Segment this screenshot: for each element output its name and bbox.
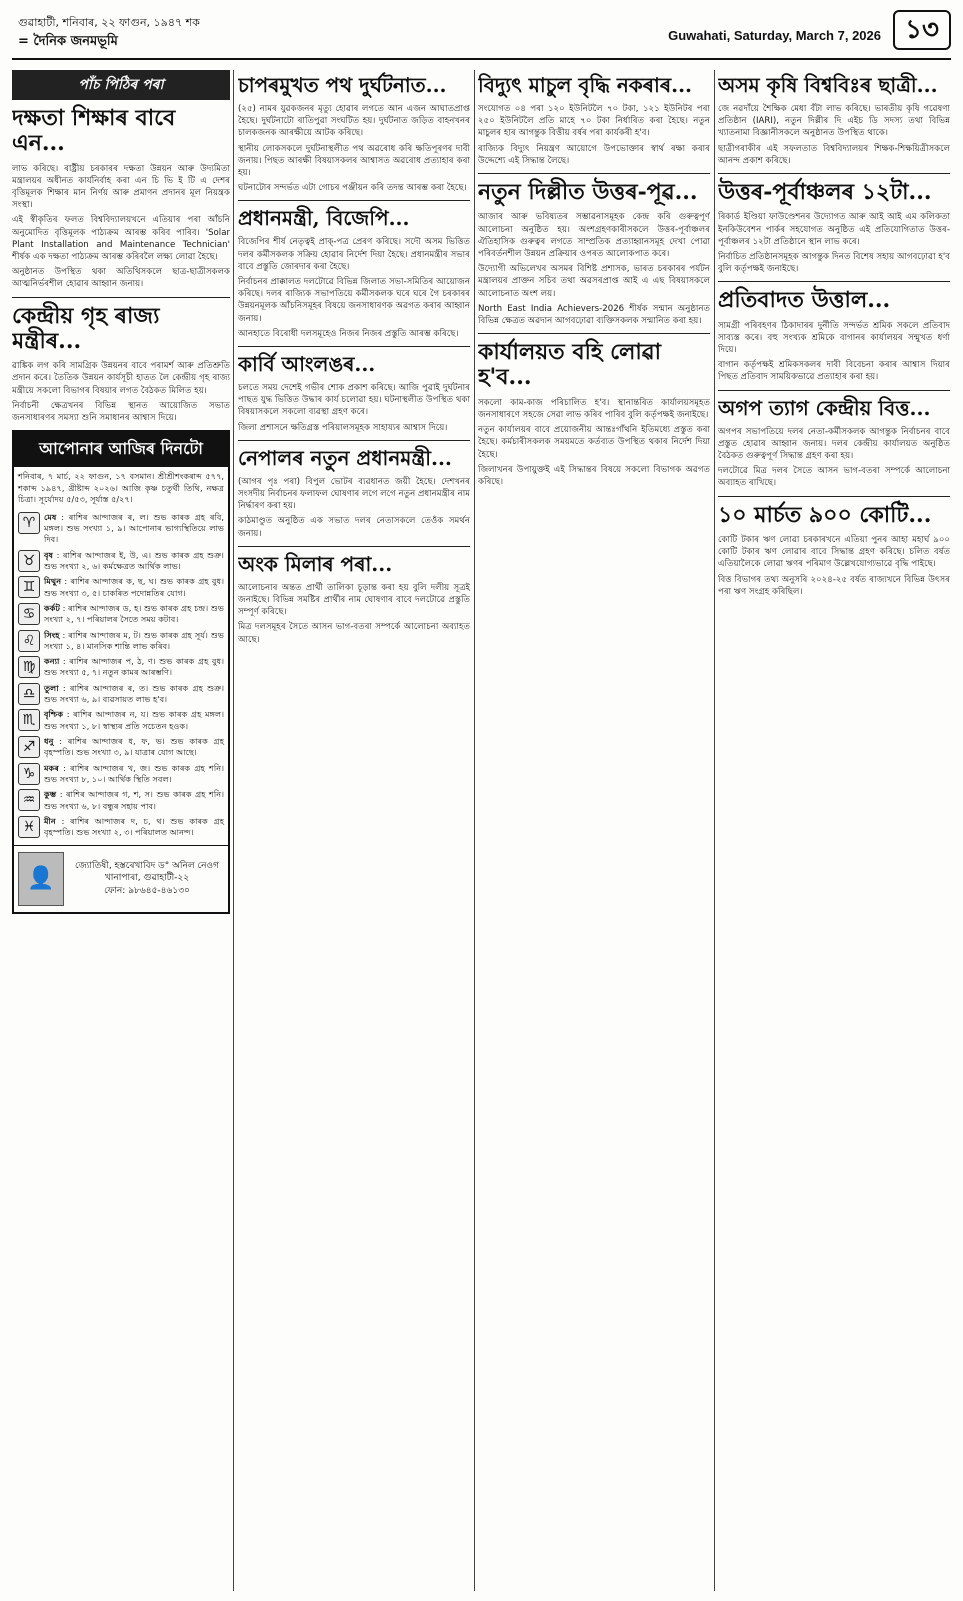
- story-paragraph: নিৰ্বাচনৰ প্ৰাক্কালত দলটোৱে বিভিন্ন জিলাত সভা-সমিতিৰ আয়োজন কৰিছে। দলৰ ৰাজ্যিক সভাপতিয়ে কৰ্মীসকলক ঘৰে ঘৰে গৈ চৰকাৰৰ উন্নয়নমূলক আঁচনিসমূহৰ বিষয়ে জনসাধাৰণক অৱগত কৰাৰ আহ্বান জনায়।: [238, 277, 470, 324]
- loan-900-crore-headline[interactable]: ১০ মাৰ্চত ৯০০ কোটি...: [718, 501, 932, 528]
- zodiac-sign-text: ৰাশিৰ আন্দাজৰ ম, ট। শুভ কাৰক গ্ৰহ সূৰ্য। শুভ সংখ্যা ১, ৪। মানসিক শান্তি লাভ কৰিব।: [44, 629, 225, 651]
- page-number: ১৩: [893, 10, 951, 50]
- agp-finance-headline[interactable]: অগপ ত্যাগ কেন্দ্ৰীয় বিত্ত...: [718, 395, 931, 420]
- column-1: [12, 70, 230, 1591]
- astrologer-name: জ্যোতিষী, হস্তৰেখাবিদ ড° অনিল নেওগ: [75, 861, 219, 872]
- protest-headline[interactable]: প্ৰতিবাদত উত্তাল...: [718, 287, 891, 314]
- road-accident-headline[interactable]: চাপৰমুখত পথ দুৰ্ঘটনাত...: [238, 73, 447, 97]
- story-paragraph: ৱাঙ্কিক লগ কৰি সামগ্ৰিক উন্নয়নৰ বাবে পৰামৰ্শ আৰু প্ৰতিশ্ৰুতি প্ৰদান কৰে। তৈতিক উন্নয়ন কাৰ্যসূচী হাতত লৈ কেন্দ্ৰীয় গৃহ ৰাজ্য মন্ত্ৰীয়ে সকলো বিভাগৰ বিষয়াৰ লগত বৈঠকত মিলিত হয়।: [12, 361, 230, 396]
- zodiac-sign-icon: ♓: [18, 816, 40, 838]
- horoscope-title: আপোনাৰ আজিৰ দিনটো: [14, 432, 228, 467]
- story-paragraph: আনহাতে বিৰোধী দলসমূহেও নিজৰ নিজৰ প্ৰস্তুতি আৰম্ভ কৰিছে।: [238, 328, 459, 339]
- zodiac-sign-text: ৰাশিৰ আন্দাজৰ ক, ছ, ঘ। শুভ কাৰক গ্ৰহ বুধ। শুভ সংখ্যা ৩, ৫। চাকৰিত পদোন্নতিৰ যোগ।: [44, 576, 224, 598]
- zodiac-sign-row: ♉ বৃষ : ৰাশিৰ আন্দাজৰ ই, উ, এ। শুভ কাৰক গ্ৰহ শুক্ৰ। শুভ সংখ্যা ২, ৬। কৰ্মক্ষেত্ৰত আৰ্থিক লাভ।: [14, 548, 228, 575]
- office-relocation-story: [478, 397, 710, 488]
- zodiac-sign-name: তুলা: [44, 682, 59, 693]
- electricity-tariff-story: [478, 103, 710, 167]
- zodiac-sign-icon: ♏: [18, 709, 40, 731]
- column-3: [478, 70, 710, 1591]
- zodiac-sign-name: মেষ: [44, 511, 57, 522]
- zodiac-sign-icon: ♉: [18, 550, 40, 572]
- zodiac-sign-text: ৰাশিৰ আন্দাজৰ খ, জ। শুভ কাৰক গ্ৰহ শনি। শুভ সংখ্যা ৮, ১০। আৰ্থিক স্থিতি সবল।: [44, 762, 225, 784]
- story-paragraph: বাগান কৰ্তৃপক্ষই শ্ৰমিকসকলৰ দাবী বিবেচনা কৰাৰ আশ্বাস দিয়াৰ পিছত প্ৰতিবাদ সাময়িকভাৱে প্ৰত্যাহাৰ কৰা হয়।: [718, 360, 950, 383]
- divider: [12, 297, 230, 298]
- story-paragraph: মিত্ৰ দলসমূহৰ সৈতে আসন ভাগ-বতৰা সম্পৰ্কে আলোচনা অব্যাহত আছে।: [238, 622, 470, 645]
- masthead-date-assamese: গুৱাহাটী, শনিবাৰ, ২২ ফাগুন, ১৯৪৭ শক: [18, 16, 200, 29]
- zodiac-sign-row: ♋ কৰ্কট : ৰাশিৰ আন্দাজৰ ড, হ। শুভ কাৰক গ্ৰহ চন্দ্ৰ। শুভ সংখ্যা ২, ৭। পৰিয়ালৰ সৈতে সময় কটাব।: [14, 601, 228, 628]
- astrologer-card: [14, 845, 228, 912]
- nepal-pm-headline[interactable]: নেপালৰ নতুন প্ৰধানমন্ত্ৰী...: [238, 445, 452, 470]
- zodiac-sign-row: ♎ তুলা : ৰাশিৰ আন্দাজৰ ৰ, ত। শুভ কাৰক গ্ৰহ শুক্ৰ। শুভ সংখ্যা ৬, ৯। ব্যৱসায়ত লাভ হ'ব।: [14, 681, 228, 708]
- zodiac-sign-icon: ♒: [18, 789, 40, 811]
- divider: [718, 496, 950, 497]
- electricity-tariff-headline[interactable]: বিদ্যুৎ মাচুল বৃদ্ধি নকৰাৰ...: [478, 73, 693, 97]
- northeast-12-headline[interactable]: উত্তৰ-পূৰ্বাঞ্চলৰ ১২টা...: [718, 179, 932, 206]
- story-paragraph: দলটোৱে মিত্ৰ দলৰ সৈতে আসন ভাগ-বতৰা সম্পৰ্কে আলোচনা অব্যাহত ৰাখিছে।: [718, 466, 950, 489]
- divider: [238, 346, 470, 347]
- zodiac-sign-text: ৰাশিৰ আন্দাজৰ ধ, ফ, ভ। শুভ কাৰক গ্ৰহ বৃহস্পতি। শুভ সংখ্যা ৩, ৯। যাত্ৰাৰ যোগ আছে।: [44, 736, 224, 758]
- zodiac-sign-row: ♊ মিথুন : ৰাশিৰ আন্দাজৰ ক, ছ, ঘ। শুভ কাৰক গ্ৰহ বুধ। শুভ সংখ্যা ৩, ৫। চাকৰিত পদোন্নতিৰ যোগ।: [14, 574, 228, 601]
- zodiac-sign-row: ♑ মকৰ : ৰাশিৰ আন্দাজৰ খ, জ। শুভ কাৰক গ্ৰহ শনি। শুভ সংখ্যা ৮, ১০। আৰ্থিক স্থিতি সবল।: [14, 761, 228, 788]
- continued-from-page-5-tag: পাঁচ পিঠিৰ পৰা: [12, 70, 230, 100]
- zodiac-sign-row: ♓ মীন : ৰাশিৰ আন্দাজৰ দ, চ, থ। শুভ কাৰক গ্ৰহ বৃহস্পতি। শুভ সংখ্যা ২, ৩। পৰিয়ালত আনন্দ।: [14, 814, 228, 841]
- column-2: [238, 70, 470, 1591]
- story-paragraph: জিলাখনৰ উপায়ুক্তই এই সিদ্ধান্তৰ বিষয়ে সকলো বিভাগক অৱগত কৰিছে।: [478, 464, 710, 487]
- zodiac-sign-row: ♐ ধনু : ৰাশিৰ আন্দাজৰ ধ, ফ, ভ। শুভ কাৰক গ্ৰহ বৃহস্পতি। শুভ সংখ্যা ৩, ৯। যাত্ৰাৰ যোগ আছে।: [14, 734, 228, 761]
- zodiac-sign-name: বৃষ: [44, 549, 54, 560]
- story-paragraph: বিত্ত বিভাগৰ তথ্য অনুসৰি ২০২৪-২৫ বৰ্ষত ৰাজ্যখনে বিভিন্ন উৎসৰ পৰা ঋণ সংগ্ৰহ কৰিছিল।: [718, 574, 950, 597]
- zodiac-sign-name: কন্যা: [44, 656, 60, 667]
- column-divider: [714, 70, 715, 1591]
- zodiac-sign-text: ৰাশিৰ আন্দাজৰ প, ঠ, ণ। শুভ কাৰক গ্ৰহ বুধ। শুভ সংখ্যা ৫, ৭। নতুন কামৰ আৰম্ভণি।: [44, 656, 224, 678]
- zodiac-sign-text: ৰাশিৰ আন্দাজৰ ড, হ। শুভ কাৰক গ্ৰহ চন্দ্ৰ। শুভ সংখ্যা ২, ৭। পৰিয়ালৰ সৈতে সময় কটাব।: [44, 602, 224, 625]
- column-divider: [474, 70, 475, 1591]
- story-paragraph: (২৫) নামৰ যুৱকজনৰ মৃত্যু হোৱাৰ লগতে আন এজন আঘাতপ্ৰাপ্ত হৈছে। দুৰ্ঘটনাটো ৰাতিপুৱা সংঘটিত হয়। দুৰ্ঘটনাত জড়িত বাহনখনৰ চালকজনক আৰক্ষীয়ে আটক কৰিছে।: [238, 104, 470, 139]
- delhi-northeast-story: [478, 211, 710, 327]
- story-paragraph: ছাত্ৰীগৰাকীৰ এই সফলতাত বিশ্ববিদ্যালয়ৰ শিক্ষক-শিক্ষয়িত্ৰীসকলে আনন্দ প্ৰকাশ কৰিছে।: [718, 143, 950, 166]
- story-paragraph: নিৰ্বাচিত প্ৰতিষ্ঠানসমূহক আগন্তুক দিনত বিশেষ সহায় আগবঢ়োৱা হ'ব বুলি কৰ্তৃপক্ষই জনাইছে।: [718, 251, 950, 275]
- divider: [718, 173, 950, 174]
- astrologer-photo: 👤: [18, 852, 64, 906]
- zodiac-sign-row: ♈ মেষ : ৰাশিৰ আন্দাজৰ ৰ, ল। শুভ কাৰক গ্ৰহ ৰবি, মঙ্গল। শুভ সংখ্যা ১, ৯। আপোনাৰ ভাগ্যস্থিতিয়ে লাভ দিব।: [14, 510, 228, 548]
- story-paragraph: অগপৰ সভাপতিয়ে দলৰ নেতা-কৰ্মীসকলক আগন্তুক নিৰ্বাচনৰ বাবে প্ৰস্তুত হোৱাৰ আহ্বান জনায়। দলৰ কেন্দ্ৰীয় কাৰ্যালয়ত অনুষ্ঠিত বৈঠকত গুৰুত্বপূৰ্ণ সিদ্ধান্ত গ্ৰহণ কৰা হয়।: [718, 426, 950, 462]
- ank-mila-story: [238, 582, 470, 646]
- story-paragraph: কোটি টকাৰ ঋণ লোৱা চৰকাৰখনে এতিয়া পুনৰ আহা মহাৰ্ঘ ৯০০ কোটি টকাৰ ঋণ লোৱাৰ বাবে সিদ্ধান্ত গ্ৰহণ কৰিছে। চলিত বৰ্ষত এতিয়ালৈকে লোৱা ঋণৰ পৰিমাণ উল্লেখযোগ্যভাৱে বৃদ্ধি পাইছে।: [718, 534, 950, 570]
- story-paragraph: আজাৰ আৰু ভবিষ্যতৰ সম্ভাৱনাসমূহক কেন্দ্ৰ কৰি গুৰুত্বপূৰ্ণ আলোচনা অনুষ্ঠিত হয়। অংশগ্ৰহণকাৰীসকলে উত্তৰ-পূৰ্বাঞ্চলৰ ঐতিহাসিক গুৰুত্বৰ লগতে সাম্প্ৰতিক প্ৰত্যাহ্বানসমূহ দেখা পোৱা পৰিবৰ্তনশীল উন্নয়ন প্ৰক্ৰিয়াৰ ওপৰত আলোকপাত কৰে।: [478, 212, 710, 259]
- zodiac-sign-name: মিথুন: [44, 576, 62, 587]
- horoscope-intro: শনিবাৰ, ৭ মাৰ্চ, ২২ ফাগুন, ১৭ বসমান। শ্ৰীশ্ৰীশংকৰাব্দ ৫৭৭, শকাব্দ ১৯৪৭, খ্ৰীষ্টাব্দ ২০২৬। আজি কৃষ্ণ চতুৰ্থী তিথি, নক্ষত্ৰ চিত্ৰা। সূৰ্যোদয় ৫/৫৩, সূৰ্যাস্ত ৫/২৭।: [18, 471, 224, 505]
- zodiac-sign-name: কৰ্কট: [44, 602, 60, 613]
- northeast-12-story: [718, 211, 950, 275]
- zodiac-sign-text: ৰাশিৰ আন্দাজৰ ৰ, ল। শুভ কাৰক গ্ৰহ ৰবি, মঙ্গল। শুভ সংখ্যা ১, ৯। আপোনাৰ ভাগ্যস্থিতিয়ে লাভ দিব।: [44, 511, 224, 545]
- zodiac-sign-icon: ♌: [18, 630, 40, 652]
- zodiac-sign-name: মকৰ: [44, 762, 59, 773]
- story-paragraph: (আগৰ পৃঃ পৰা) বিপুল ভোটৰ ব্যৱধানত জয়ী হৈছে। দেশখনৰ সংসদীয় নিৰ্বাচনৰ ফলাফল ঘোষণাৰ লগে লগে নতুন প্ৰধানমন্ত্ৰীৰ নাম নিৰ্দ্ধাৰণ কৰা হয়।: [238, 476, 470, 512]
- zodiac-sign-icon: ♋: [18, 603, 40, 625]
- divider: [718, 281, 950, 282]
- story-paragraph: নিৰ্বাচনী ক্ষেত্ৰখনৰ বিভিন্ন স্থানত আয়োজিত সভাত জনসাধাৰণৰ সমস্যা শুনি সমাধানৰ আশ্বাস দিয়ে।: [12, 400, 230, 424]
- divider: [718, 390, 950, 391]
- zodiac-sign-icon: ♊: [18, 576, 40, 598]
- story-paragraph: আলোচনাৰ অন্তত প্ৰাৰ্থী তালিকা চূড়ান্ত কৰা হয় বুলি দলীয় সূত্ৰই জনাইছে। বিভিন্ন সমষ্টিৰ প্ৰাৰ্থীৰ নাম ঘোষণাৰ বাবে দলটোৱে প্ৰস্তুতি সম্পূৰ্ণ কৰিছে।: [238, 582, 470, 618]
- nepal-pm-story: [238, 476, 470, 540]
- story-paragraph: কাঠমাণ্ডুত অনুষ্ঠিত এক সভাত দলৰ নেতাসকলে তেওঁক সমৰ্থন জনায়।: [238, 516, 470, 539]
- home-minister-headline[interactable]: কেন্দ্ৰীয় গৃহ ৰাজ্য মন্ত্ৰীৰ...: [12, 302, 160, 354]
- zodiac-sign-name: বৃশ্চিক: [44, 709, 64, 720]
- story-paragraph: জে নৱদাঁয়ে শৈক্ষিক মেধা বঁটা লাভ কৰিছে। ভাৰতীয় কৃষি গৱেষণা প্ৰতিষ্ঠান (IARI), নতুন দিল্লীৰ দি এইচ ডি সদস্য তথা বিভিন্ন খ্যাতনামা বিজ্ঞানীসকলে অনুষ্ঠানত উপস্থিত থাকে।: [718, 104, 950, 139]
- karbi-anglong-headline[interactable]: কাৰ্বি আংলঙৰ...: [238, 352, 376, 377]
- road-accident-story: [238, 103, 470, 194]
- agri-university-story: [718, 103, 950, 167]
- story-paragraph: ৰিকাৰ্ড ইণ্ডিয়া ফাউণ্ডেশনৰ উদ্যোগত আৰু আই আই এম কলিকতা ইনকিউবেশন পাৰ্কৰ সহযোগত অনুষ্ঠিত এই প্ৰতিযোগিতাত উত্তৰ-পূৰ্বাঞ্চলৰ ১২টা প্ৰতিষ্ঠানে স্থান লাভ কৰে।: [718, 212, 950, 247]
- skill-education-story: [12, 163, 230, 291]
- story-paragraph: অনুষ্ঠানত উপস্থিত থকা অতিথিসকলে ছাত্ৰ-ছাত্ৰীসকলক আত্মনিৰ্ভৰশীল হোৱাৰ আহ্বান জনায়।: [12, 267, 230, 290]
- zodiac-sign-text: ৰাশিৰ আন্দাজৰ ৰ, ত। শুভ কাৰক গ্ৰহ শুক্ৰ। শুভ সংখ্যা ৬, ৯। ব্যৱসায়ত লাভ হ'ব।: [44, 682, 224, 705]
- newspaper-name: = দৈনিক জনমভূমি: [18, 34, 118, 49]
- zodiac-sign-text: ৰাশিৰ আন্দাজৰ ন, য। শুভ কাৰক গ্ৰহ মঙ্গল। শুভ সংখ্যা ১, ৮। স্বাস্থ্যৰ প্ৰতি সচেতন হওক।: [44, 709, 225, 731]
- story-paragraph: সংযোগত ০৪ পৰা ১২০ ইউনিটলৈ ৭০ টকা, ১২১ ইউনিটৰ পৰা ২৫০ ইউনিটলৈ প্ৰতি মাহে ৭০ টকা নিৰ্ধাৰিত কৰা হৈছে। নতুন মাচুলৰ হাৰ আগন্তুক বিত্তীয় বৰ্ষৰ পৰা কাৰ্যকৰী হ'ব।: [478, 104, 710, 139]
- zodiac-sign-text: ৰাশিৰ আন্দাজৰ ই, উ, এ। শুভ কাৰক গ্ৰহ শুক্ৰ। শুভ সংখ্যা ২, ৬। কৰ্মক্ষেত্ৰত আৰ্থিক লাভ।: [44, 549, 224, 571]
- agp-finance-story: [718, 426, 950, 490]
- zodiac-sign-icon: ♍: [18, 656, 40, 678]
- skill-education-headline[interactable]: দক্ষতা শিক্ষাৰ বাবে এন...: [12, 105, 176, 157]
- divider: [478, 333, 710, 334]
- zodiac-sign-icon: ♐: [18, 736, 40, 758]
- story-paragraph: চলতে সময় দেশেই গভীৰ শোক প্ৰকাশ কৰিছে। আজি পুৱাই দুৰ্ঘটনাৰ পাছত যুদ্ধ ভিত্তিত উদ্ধাৰ কাৰ্য চলোৱা হয়। ঘটনাস্থলীত উপস্থিত থকা বিষয়াসকলে সকলো ব্যৱস্থা গ্ৰহণ কৰে।: [238, 383, 470, 418]
- zodiac-sign-row: ♍ কন্যা : ৰাশিৰ আন্দাজৰ প, ঠ, ণ। শুভ কাৰক গ্ৰহ বুধ। শুভ সংখ্যা ৫, ৭। নতুন কামৰ আৰম্ভণি।: [14, 654, 228, 681]
- story-paragraph: নতুন কাৰ্যালয়ৰ বাবে প্ৰয়োজনীয় আন্তঃগাঁথনি ইতিমধ্যে প্ৰস্তুত কৰা হৈছে। কৰ্মচাৰীসকলক সময়মতে কৰ্তব্যত উপস্থিত থকাৰ নিৰ্দেশ দিয়া হৈছে।: [478, 425, 710, 460]
- agri-university-headline[interactable]: অসম কৃষি বিশ্ববিঃৰ ছাত্ৰী...: [718, 73, 938, 97]
- divider: [478, 173, 710, 174]
- zodiac-sign-row: ♒ কুম্ভ : ৰাশিৰ আন্দাজৰ গ, শ, স। শুভ কাৰক গ্ৰহ শনি। শুভ সংখ্যা ৬, ৮। বন্ধুৰ সহায় পাব।: [14, 787, 228, 814]
- protest-story: [718, 320, 950, 384]
- zodiac-signs-list: [14, 510, 228, 841]
- story-paragraph: সামগ্ৰী পৰিবহণৰ ঠিকাদাৰৰ দুৰ্নীতি সন্দৰ্ভত শ্ৰমিক সকলে প্ৰতিবাদ সাব্যস্ত কৰে। বহু সংখ্যক শ্ৰমিকে বাগানৰ কাৰ্যালয়ৰ সন্মুখত ধৰ্ণা দিয়ে।: [718, 320, 950, 356]
- story-paragraph: ঘটনাটোৰ সন্দৰ্ভত এটা গোচৰ পঞ্জীয়ন কৰি তদন্ত আৰম্ভ কৰা হৈছে।: [238, 183, 467, 194]
- zodiac-sign-name: ধনু: [44, 736, 54, 746]
- zodiac-sign-row: ♌ সিংহ : ৰাশিৰ আন্দাজৰ ম, ট। শুভ কাৰক গ্ৰহ সূৰ্য। শুভ সংখ্যা ১, ৪। মানসিক শান্তি লাভ কৰিব।: [14, 628, 228, 655]
- delhi-northeast-headline[interactable]: নতুন দিল্লীত উত্তৰ-পূৱ...: [478, 179, 698, 206]
- story-paragraph: এই স্বীকৃতিৰ ফলত বিশ্ববিদ্যালয়খনে এতিয়াৰ পৰা আঁচনি অনুমোদিত বৃত্তিমূলক পাঠ্যক্ৰম আৰম্ভ কৰিব পাৰিব। 'Solar Plant Installation and Maintenance Technician' শীৰ্ষক এক দক্ষতা পাঠ্যক্ৰম আৰম্ভ কৰিবলৈ লক্ষ্য লোৱা হৈছে।: [12, 215, 230, 263]
- column-divider: [233, 70, 234, 1591]
- zodiac-sign-name: সিংহ: [44, 629, 60, 640]
- zodiac-sign-row: ♏ বৃশ্চিক : ৰাশিৰ আন্দাজৰ ন, য। শুভ কাৰক গ্ৰহ মঙ্গল। শুভ সংখ্যা ১, ৮। স্বাস্থ্যৰ প্ৰতি সচেতন হওক।: [14, 707, 228, 734]
- divider: [238, 546, 470, 547]
- story-paragraph: ৰাজ্যিক বিদ্যুৎ নিয়ন্ত্ৰণ আয়োগে উপভোক্তাৰ স্বাৰ্থ ৰক্ষা কৰাৰ উদ্দেশ্যে এই সিদ্ধান্ত লৈছে।: [478, 143, 710, 166]
- story-paragraph: সকলো কাম-কাজ পৰিচালিত হ'ব। স্থানান্তৰিত কাৰ্যালয়সমূহত জনসাধাৰণে সহজে সেৱা লাভ কৰিব পাৰিব বুলি কৰ্তৃপক্ষই জনাইছে।: [478, 397, 710, 420]
- karbi-anglong-story: [238, 382, 470, 434]
- zodiac-sign-icon: ♑: [18, 763, 40, 785]
- loan-900-crore-story: [718, 534, 950, 598]
- story-paragraph: উদ্যোগী অভিলেখৰ অসমৰ বিশিষ্ট প্ৰশাসক, ভাৰত চৰকাৰৰ পৰ্যটন মন্ত্ৰালয়ৰ প্ৰাক্তন সচিব তথা অৱসৰপ্ৰাপ্ত আই এ এছ বিষয়াসকলে আলোচনাত অংশ লয়।: [478, 264, 710, 299]
- story-paragraph: স্থানীয় লোকসকলে দুৰ্ঘটনাস্থলীত পথ অৱৰোধ কৰি ক্ষতিপূৰণৰ দাবী জনায়। পিছত আৰক্ষী বিষয়াসকলৰ আশ্বাসত অৱৰোধ প্ৰত্যাহাৰ কৰা হয়।: [238, 143, 470, 179]
- zodiac-sign-name: মীন: [44, 815, 56, 826]
- pm-bjp-headline[interactable]: প্ৰধানমন্ত্ৰী, বিজেপি...: [238, 206, 410, 231]
- story-paragraph: North East India Achievers-2026 শীৰ্ষক সন্মান অনুষ্ঠানত বিভিন্ন ক্ষেত্ৰত অৱদান আগবঢ়োৱা ব্যক্তিসকলক সন্মানিত কৰা হয়।: [478, 303, 710, 326]
- astrologer-phone: ফোন: ৯৮৬৪৫-৪৬১৩০: [104, 885, 190, 896]
- column-4: [718, 70, 950, 1591]
- horoscope-box: [12, 430, 230, 913]
- divider: [238, 200, 470, 201]
- story-paragraph: জিলা প্ৰশাসনে ক্ষতিগ্ৰস্ত পৰিয়ালসমূহক সাহায্যৰ আশ্বাস দিয়ে।: [238, 422, 448, 433]
- story-paragraph: বিজেপিৰ শীৰ্ষ নেতৃত্বই প্ৰাক্-পত্ৰ প্ৰেৰণ কৰিছে। সদৌ অসম ভিত্তিত দলৰ কৰ্মীসকলক সক্ৰিয় হোৱাৰ নিৰ্দেশ দিয়া হৈছে। প্ৰধানমন্ত্ৰীৰ সভাৰ বাবে প্ৰস্তুতি জোৰদাৰ কৰা হৈছে।: [238, 237, 470, 272]
- home-minister-story: [12, 360, 230, 424]
- masthead: [12, 8, 951, 60]
- divider: [238, 440, 470, 441]
- zodiac-sign-name: কুম্ভ: [44, 789, 57, 800]
- astrologer-address: খানাপাৰা, গুৱাহাটী-২২: [104, 873, 190, 884]
- zodiac-sign-icon: ♎: [18, 683, 40, 705]
- zodiac-sign-icon: ♈: [18, 512, 40, 534]
- office-relocation-headline[interactable]: কাৰ্যালয়ত বহি লোৱা হ'ব...: [478, 339, 662, 391]
- pm-bjp-story: [238, 236, 470, 340]
- zodiac-sign-text: ৰাশিৰ আন্দাজৰ দ, চ, থ। শুভ কাৰক গ্ৰহ বৃহস্পতি। শুভ সংখ্যা ২, ৩। পৰিয়ালত আনন্দ।: [44, 815, 225, 838]
- ank-mila-headline[interactable]: অংক মিলাৰ পৰা...: [238, 551, 393, 576]
- zodiac-sign-text: ৰাশিৰ আন্দাজৰ গ, শ, স। শুভ কাৰক গ্ৰহ শনি। শুভ সংখ্যা ৬, ৮। বন্ধুৰ সহায় পাব।: [44, 789, 225, 811]
- masthead-date-english: Guwahati, Saturday, March 7, 2026: [668, 28, 881, 43]
- story-paragraph: লাভ কৰিছে। ৰাষ্ট্ৰীয় চৰকাৰৰ দক্ষতা উন্নয়ন আৰু উদ্যমিতা মন্ত্ৰালয়ৰ অধীনত কাৰ্যনিৰ্বাহ কৰা এন চি ভি ই টি এ দেশৰ বৃত্তিমূলক শিক্ষাৰ মান নিৰ্ণয় আৰু প্ৰমাণন প্ৰদানৰ মূল নিয়ন্ত্ৰক সংস্থা।: [12, 163, 230, 211]
